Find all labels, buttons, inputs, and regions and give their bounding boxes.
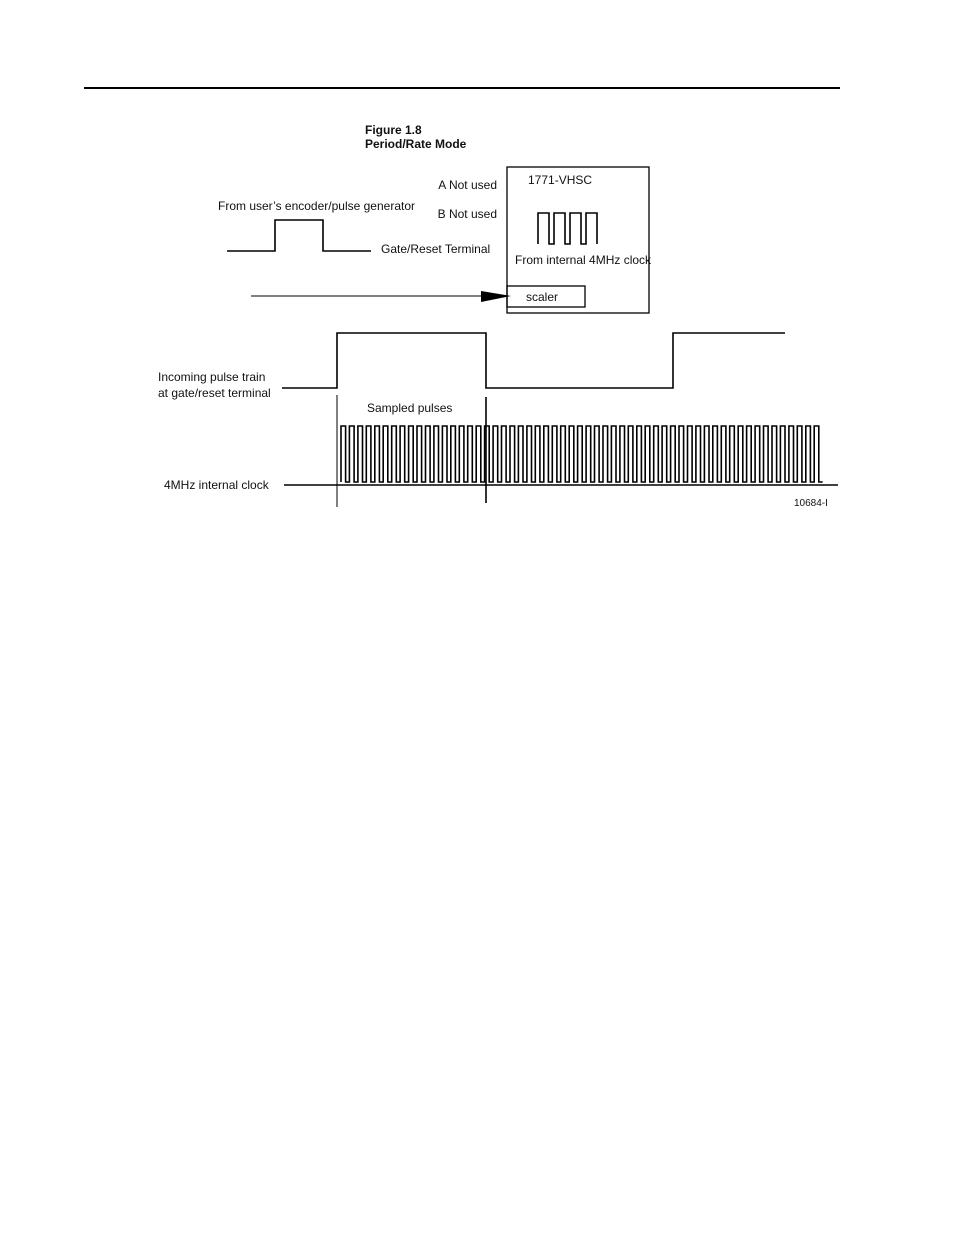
incoming-pulse-train xyxy=(282,333,785,388)
figure-number: Figure 1.8 xyxy=(365,123,422,137)
figure-title: Period/Rate Mode xyxy=(365,137,467,151)
sampled-pulses-label: Sampled pulses xyxy=(367,401,453,415)
pulse-train-label-line1: Incoming pulse train xyxy=(158,370,266,384)
internal-clock-glyph xyxy=(538,213,597,244)
pulse-train-label-line2: at gate/reset terminal xyxy=(158,386,271,400)
encoder-source-label: From user’s encoder/pulse generator xyxy=(218,199,415,213)
input-a-label: A Not used xyxy=(438,178,497,192)
module-name: 1771-VHSC xyxy=(528,173,593,187)
figure-id-code: 10684-I xyxy=(794,498,828,509)
internal-clock-label: From internal 4MHz clock xyxy=(515,253,652,267)
encoder-pulse xyxy=(227,220,371,251)
gate-reset-terminal-label: Gate/Reset Terminal xyxy=(381,242,491,256)
scaler-label: scaler xyxy=(526,290,559,304)
clock-label: 4MHz internal clock xyxy=(164,478,269,492)
input-b-label: B Not used xyxy=(437,207,497,221)
clock-waveform xyxy=(341,426,823,482)
